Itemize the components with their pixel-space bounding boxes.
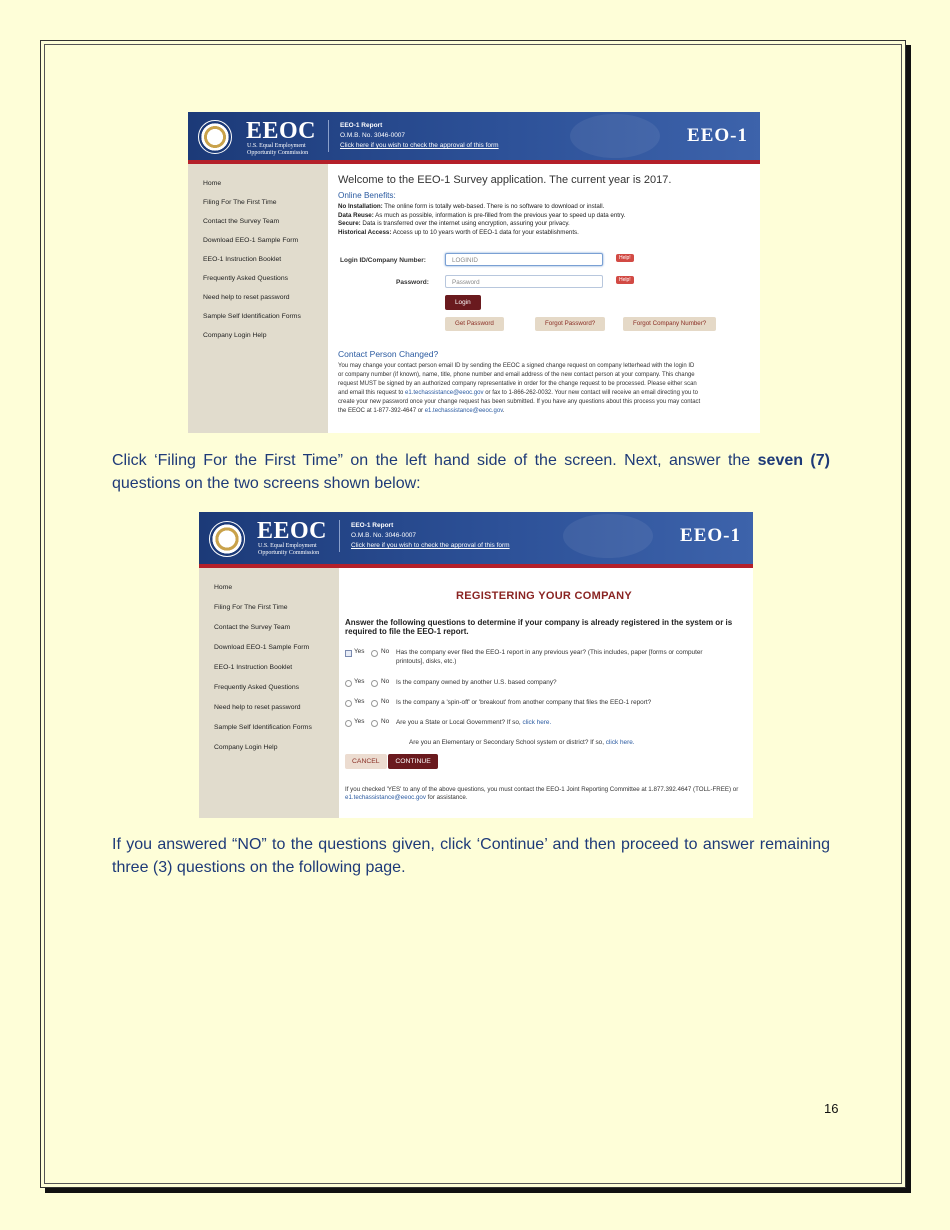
login-id-input[interactable]: LOGINID bbox=[445, 253, 603, 266]
question-row-2 bbox=[345, 676, 743, 696]
benefit-text: Access up to 10 years worth of EEO-1 data for your establishments. bbox=[391, 228, 579, 236]
sidebar-item-company-login-help[interactable]: Company Login Help bbox=[203, 332, 267, 339]
benefit-text: Data is transferred over the internet using encryption, assuring your privacy. bbox=[360, 220, 570, 227]
contact-line: create your new password once your change request has been submitted. If you have any questions about this process you may contact bbox=[338, 399, 701, 406]
password-input[interactable]: Password bbox=[445, 275, 603, 288]
approval-link[interactable]: Click here if you wish to check the approval of this form bbox=[351, 542, 510, 549]
contact-email-link[interactable]: e1.techassistance@eeoc.gov bbox=[405, 390, 484, 397]
question-text: Is the company a 'spin-off' or 'breakout' from another company that files the EEO-1 report? bbox=[396, 699, 652, 706]
eeoc-seal-icon bbox=[209, 521, 245, 557]
eagle-watermark-icon bbox=[563, 514, 653, 558]
sidebar-item-reset-password[interactable]: Need help to reset password bbox=[203, 294, 290, 301]
benefit-item bbox=[338, 212, 750, 221]
sidebar-nav bbox=[188, 164, 328, 433]
sidebar-item-self-id-forms[interactable]: Sample Self Identification Forms bbox=[203, 313, 301, 320]
password-label: Password: bbox=[396, 279, 429, 286]
school-click-here-link[interactable]: click here. bbox=[605, 739, 635, 746]
action-buttons bbox=[345, 754, 743, 782]
sidebar-item-company-login-help[interactable]: Company Login Help bbox=[214, 744, 278, 751]
sidebar-item-faq[interactable]: Frequently Asked Questions bbox=[203, 275, 289, 282]
agency-line-1: U.S. Equal Employment bbox=[258, 543, 317, 549]
login-id-label: Login ID/Company Number: bbox=[340, 257, 426, 264]
sidebar-item-instruction-booklet[interactable]: EEO-1 Instruction Booklet bbox=[214, 664, 293, 671]
note-email-link[interactable]: e1.techassistance@eeoc.gov bbox=[345, 793, 426, 801]
forgot-password-button[interactable]: Forgot Password? bbox=[535, 317, 605, 331]
contact-text-fragment: or fax to 1-866-262-0032. Your new contact will receive an email directing you to bbox=[483, 390, 698, 397]
sidebar-item-contact-survey-team[interactable]: Contact the Survey Team bbox=[214, 624, 291, 631]
benefits-heading: Online Benefits: bbox=[338, 191, 396, 200]
eeoc-seal-icon bbox=[198, 120, 232, 154]
continue-button[interactable]: CONTINUE bbox=[388, 754, 438, 769]
sidebar-item-download-sample-form[interactable]: Download EEO-1 Sample Form bbox=[203, 237, 299, 244]
no-label: No bbox=[381, 698, 390, 705]
yes-label: Yes bbox=[354, 698, 365, 705]
password-row bbox=[338, 273, 750, 295]
benefit-label: Historical Access: bbox=[338, 228, 392, 236]
sidebar-nav bbox=[199, 568, 339, 818]
yes-checkbox[interactable] bbox=[345, 650, 352, 657]
instruction-text: Click ‘Filing For the First Time” on the left hand side of the screen. Next, answer the bbox=[112, 452, 758, 469]
eeoc-logo: EEOC bbox=[246, 118, 317, 144]
approval-link[interactable]: Click here if you wish to check the approval of this form bbox=[340, 142, 499, 149]
benefits-list bbox=[338, 203, 750, 237]
sidebar-item-home[interactable]: Home bbox=[214, 584, 233, 591]
contact-line bbox=[338, 389, 750, 398]
contact-line: or company number (if known), name, title, phone number and email address of the new contact person at your company. This change bbox=[338, 372, 695, 379]
question-row-4 bbox=[345, 716, 743, 736]
yes-radio[interactable] bbox=[345, 700, 352, 707]
question-text: Is the company owned by another U.S. based company? bbox=[396, 679, 557, 686]
question-row-5 bbox=[345, 736, 743, 754]
report-info bbox=[351, 521, 510, 551]
instruction-emphasis: seven (7) bbox=[757, 452, 830, 469]
report-title: EEO-1 Report bbox=[340, 122, 383, 129]
state-gov-click-here-link[interactable]: click here. bbox=[522, 719, 552, 726]
no-radio[interactable] bbox=[371, 650, 378, 657]
contact-paragraph bbox=[338, 362, 750, 417]
login-id-row bbox=[338, 251, 750, 273]
report-title: EEO-1 Report bbox=[351, 522, 394, 529]
yes-radio[interactable] bbox=[345, 720, 352, 727]
sidebar-item-download-sample-form[interactable]: Download EEO-1 Sample Form bbox=[214, 644, 310, 651]
register-intro: Answer the following questions to determine if your company is already registered in the system or is required to file the EEO-1 report. bbox=[345, 618, 733, 636]
cancel-button[interactable]: CANCEL bbox=[345, 754, 387, 769]
yes-contact-note bbox=[345, 786, 743, 802]
no-label: No bbox=[381, 648, 390, 655]
sidebar-item-filing-first-time[interactable]: Filing For The First Time bbox=[214, 604, 288, 611]
no-label: No bbox=[381, 718, 390, 725]
note-text: If you checked 'YES' to any of the above questions, you must contact the EEO-1 Joint Reporting Committee at 1.877.392.4647 (TOLL-FREE) or bbox=[345, 786, 739, 793]
question-text: Has the company ever filed the EEO-1 report in any previous year? (This includes, paper [forms or computer printouts], disks, etc.) bbox=[396, 649, 703, 665]
welcome-heading: Welcome to the EEO-1 Survey application. The current year is 2017. bbox=[338, 174, 672, 186]
contact-heading: Contact Person Changed? bbox=[338, 349, 439, 359]
sidebar-item-faq[interactable]: Frequently Asked Questions bbox=[214, 684, 300, 691]
benefit-item bbox=[338, 203, 750, 212]
contact-email-link[interactable]: e1.techassistance@eeoc.gov bbox=[424, 408, 503, 415]
agency-line-2: Opportunity Commission bbox=[247, 149, 309, 156]
question-fragment: Are you a State or Local Government? If so, bbox=[396, 719, 523, 726]
benefit-label: Data Reuse: bbox=[338, 211, 374, 219]
yes-label: Yes bbox=[354, 648, 365, 655]
note-text: for assistance. bbox=[425, 793, 468, 801]
contact-line bbox=[338, 407, 750, 416]
login-button[interactable]: Login bbox=[445, 295, 481, 310]
benefit-label: Secure: bbox=[338, 220, 361, 227]
benefit-text: The online form is totally web-based. There is no software to download or install. bbox=[382, 203, 605, 210]
yes-radio[interactable] bbox=[345, 680, 352, 687]
question-fragment: Are you an Elementary or Secondary School system or district? If so, bbox=[409, 739, 606, 746]
eeoc-agency-name bbox=[247, 143, 317, 156]
login-help-button[interactable]: Help! bbox=[616, 254, 634, 262]
eeoc-header-banner bbox=[188, 112, 760, 164]
contact-text-fragment: the EEOC at 1-877-392-4647 or bbox=[338, 408, 425, 415]
benefit-label: No Installation: bbox=[338, 203, 383, 210]
contact-text-fragment: and email this request to bbox=[338, 390, 406, 397]
agency-line-2: Opportunity Commission bbox=[258, 549, 320, 556]
forgot-company-number-button[interactable]: Forgot Company Number? bbox=[623, 317, 716, 331]
page-number: 16 bbox=[824, 1101, 839, 1116]
sidebar-item-home[interactable]: Home bbox=[203, 180, 222, 187]
login-button-row bbox=[338, 295, 750, 317]
no-radio[interactable] bbox=[371, 720, 378, 727]
no-label: No bbox=[381, 678, 390, 685]
sidebar-item-contact-survey-team[interactable]: Contact the Survey Team bbox=[203, 218, 280, 225]
register-main bbox=[345, 568, 743, 818]
eeo1-register-screenshot bbox=[199, 512, 753, 818]
omb-number: O.M.B. No. 3046-0007 bbox=[340, 132, 406, 139]
eeo1-mark: EEO-1 bbox=[687, 125, 748, 146]
yes-label: Yes bbox=[354, 678, 365, 685]
password-help-button[interactable]: Help! bbox=[616, 276, 634, 284]
eagle-watermark-icon bbox=[570, 114, 660, 158]
account-links-row bbox=[338, 317, 750, 341]
yes-label: Yes bbox=[354, 718, 365, 725]
sidebar-item-self-id-forms[interactable]: Sample Self Identification Forms bbox=[214, 724, 312, 731]
banner-divider bbox=[339, 520, 340, 552]
instruction-paragraph-2: If you answered “NO” to the questions given, click ‘Continue’ and then proceed to answer remaining three (3) questions on the following page. bbox=[112, 836, 830, 876]
question-text bbox=[396, 718, 743, 727]
agency-line-1: U.S. Equal Employment bbox=[247, 143, 306, 149]
contact-line: You may change your contact person email ID by sending the EEOC a signed change request on company letterhead with the login ID bbox=[338, 363, 695, 369]
login-main bbox=[338, 164, 750, 433]
get-password-button[interactable]: Get Password bbox=[445, 317, 504, 331]
eeoc-logo: EEOC bbox=[257, 518, 328, 544]
no-radio[interactable] bbox=[371, 680, 378, 687]
sidebar-item-reset-password[interactable]: Need help to reset password bbox=[214, 704, 301, 711]
instruction-paragraph-1 bbox=[112, 449, 830, 495]
question-text bbox=[409, 738, 743, 747]
report-info bbox=[340, 121, 499, 151]
contact-line: request MUST be signed by an authorized company representative in order for the change request to be processed. Please either scan bbox=[338, 381, 697, 388]
banner-divider bbox=[328, 120, 329, 152]
question-row-1 bbox=[345, 646, 743, 676]
benefit-item bbox=[338, 220, 750, 229]
benefit-item bbox=[338, 229, 750, 238]
benefit-text: As much as possible, information is pre-filled from the previous year to speed up data entry. bbox=[373, 211, 626, 219]
eeoc-header-banner bbox=[199, 512, 753, 568]
sidebar-item-instruction-booklet[interactable]: EEO-1 Instruction Booklet bbox=[203, 256, 282, 263]
omb-number: O.M.B. No. 3046-0007 bbox=[351, 532, 417, 539]
instruction-text: questions on the two screens shown below: bbox=[112, 475, 421, 492]
sidebar-item-filing-first-time[interactable]: Filing For The First Time bbox=[203, 199, 277, 206]
question-row-3 bbox=[345, 696, 743, 716]
eeo1-mark: EEO-1 bbox=[680, 525, 741, 546]
register-title: REGISTERING YOUR COMPANY bbox=[455, 590, 633, 602]
eeo1-login-screenshot bbox=[188, 112, 760, 433]
contact-text-fragment: . bbox=[502, 408, 505, 415]
eeoc-agency-name bbox=[258, 543, 328, 556]
no-radio[interactable] bbox=[371, 700, 378, 707]
